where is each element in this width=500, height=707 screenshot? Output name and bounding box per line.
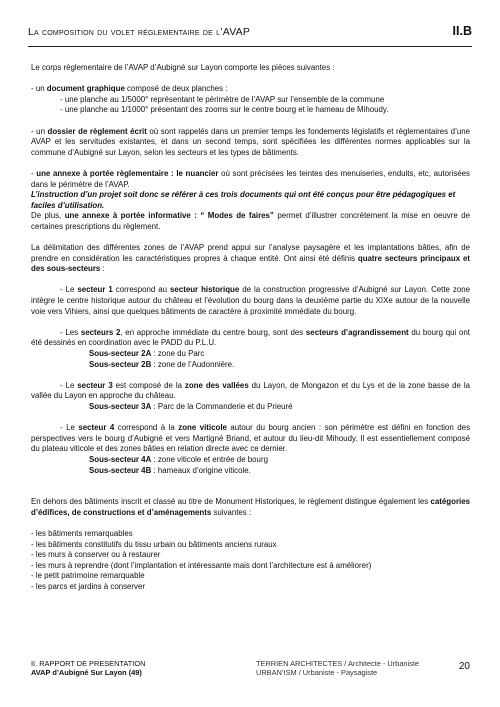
section-code: II.B	[452, 24, 472, 38]
sous-secteur-item: Sous-secteur 2A : zone du Parc	[89, 349, 205, 359]
delimitation-paragraph: La délimitation des différentes zones de l’AVAP prend appui sur l’analyse paysagère et les implantations bâties, afin de prendre en considération les caractéristiques propres à chaque entité. Ont ainsi été définis quatre secteurs principaux et des sous-secteurs :	[31, 243, 470, 274]
footer-right	[256, 659, 419, 678]
secteur-4-paragraph: - Le secteur 4 correspond à la zone viticole autour du bourg ancien : son périmètre est défini en fonction des perspectives vers le bourg d’Aubigné et vers Martigné Briand, et autour du lieu-dit Mihoudy. Il est essentiellement composé du plateau viticole et des zones bâties en relation directe avec ce dernier.	[31, 423, 471, 454]
secteur-3-paragraph: - Le secteur 3 est composé de la zone des vallées du Layon, de Mongazon et du Lys et de la zone basse de la vallée du Layon en approche du château.	[31, 380, 470, 401]
category-item: - le petit patrimoine remarquable	[31, 571, 145, 581]
page-number: 20	[458, 661, 470, 672]
doc-graph-paragraph: - un document graphique composé de deux planches :	[31, 84, 228, 94]
category-item: - les parcs et jardins à conserver	[31, 581, 146, 591]
category-item: - les bâtiments remarquables	[31, 528, 133, 538]
architect-credit: TERRIEN ARCHITECTES / Architecte - Urbaniste	[256, 659, 420, 668]
category-item: - les murs à conserver ou à restaurer	[31, 550, 161, 560]
urbanist-credit: URBAN’ISM / Urbaniste - Paysagiste	[256, 668, 378, 678]
secteur-1-paragraph: - Le secteur 1 correspond au secteur historique de la construction progressive d’Aubigné sur Layon. Cette zone intègre le centre historique autour du château et l’évolution du bourg dans la deuxième partie du XIXe autour de la nouvelle voie vers Vihiers, ainsi que quelques bâtiments de caractère à proximité immédiate du bourg.	[31, 285, 471, 316]
avap-label: AVAP d’Aubigné Sur Layon (49)	[31, 668, 142, 678]
category-item: - les murs à reprendre (dont l’implantation et intéressante mais dont l’architecture est à améliorer)	[31, 560, 372, 570]
monuments-paragraph: En dehors des bâtiments inscrit et classé au titre de Monument Historiques, le règlement distingue également les catégories d’édifices, de constructions et d’aménagements suivantes :	[31, 497, 470, 517]
section-title: La composition du volet réglementaire de l’AVAP	[28, 26, 251, 38]
annexe-modes-paragraph: De plus, une annexe à portée informative : “ Modes de faires” permet d’illustrer concrètement la mise en oeuvre de certaines prescriptions du règlement.	[31, 211, 470, 231]
footer-left	[31, 659, 145, 678]
planche-item: - une planche au 1/5000° représentant le périmètre de l’AVAP sur l’ensemble de la commune	[60, 94, 385, 104]
planche-item: - une planche au 1/1000° présentant des zooms sur le centre bourg et le hameau de Mihoudy.	[60, 105, 389, 115]
category-item: - les bâtiments constitutifs du tissu urbain ou bâtiments anciens ruraux	[31, 539, 277, 549]
intro-paragraph: Le corps règlementaire de l’AVAP d’Aubigné sur Layon comporte les pièces suivantes :	[31, 63, 335, 72]
page-header	[28, 22, 472, 47]
sous-secteur-item: Sous-secteur 2B : zone de l’Audonnière.	[89, 359, 235, 369]
sous-secteur-item: Sous-secteur 4B : hameaux d’origine viticole.	[89, 465, 251, 475]
sous-secteur-item: Sous-secteur 4A : zone viticole et entrée de bourg	[89, 454, 268, 464]
report-label: II. RAPPORT DE PRESENTATION	[31, 659, 146, 668]
document-body	[31, 63, 470, 593]
sous-secteur-item: Sous-secteur 3A : Parc de la Commanderie et du Prieuré	[89, 402, 293, 411]
dossier-paragraph: - un dossier de règlement écrit où sont rappelés dans un premier temps les fondements législatifs et règlementaires d’une AVAP et les servitudes existantes, et dans un second temps, sont spécifiées les différentes normes applicables sur la commune d’Aubigné sur Layon, selon les secteurs et les types de bâtiments.	[31, 126, 470, 157]
instruction-paragraph: L’instruction d’un projet soit donc se référer à ces trois documents qui ont été conçus pour être pédagogiques et faciles d’utilisation.	[31, 190, 456, 210]
annexe-nuancier-paragraph: - une annexe à portée règlementaire : le nuancier où sont précisées les teintes des menuiseries, enduits, etc, autorisées dans le périmètre de l’AVAP.	[31, 168, 471, 189]
secteur-2-paragraph: - Les secteurs 2, en approche immédiate du centre bourg, sont des secteurs d’agrandissement du bourg qui ont été dessinés en coordination avec le PADD du P.L.U.	[31, 327, 471, 348]
